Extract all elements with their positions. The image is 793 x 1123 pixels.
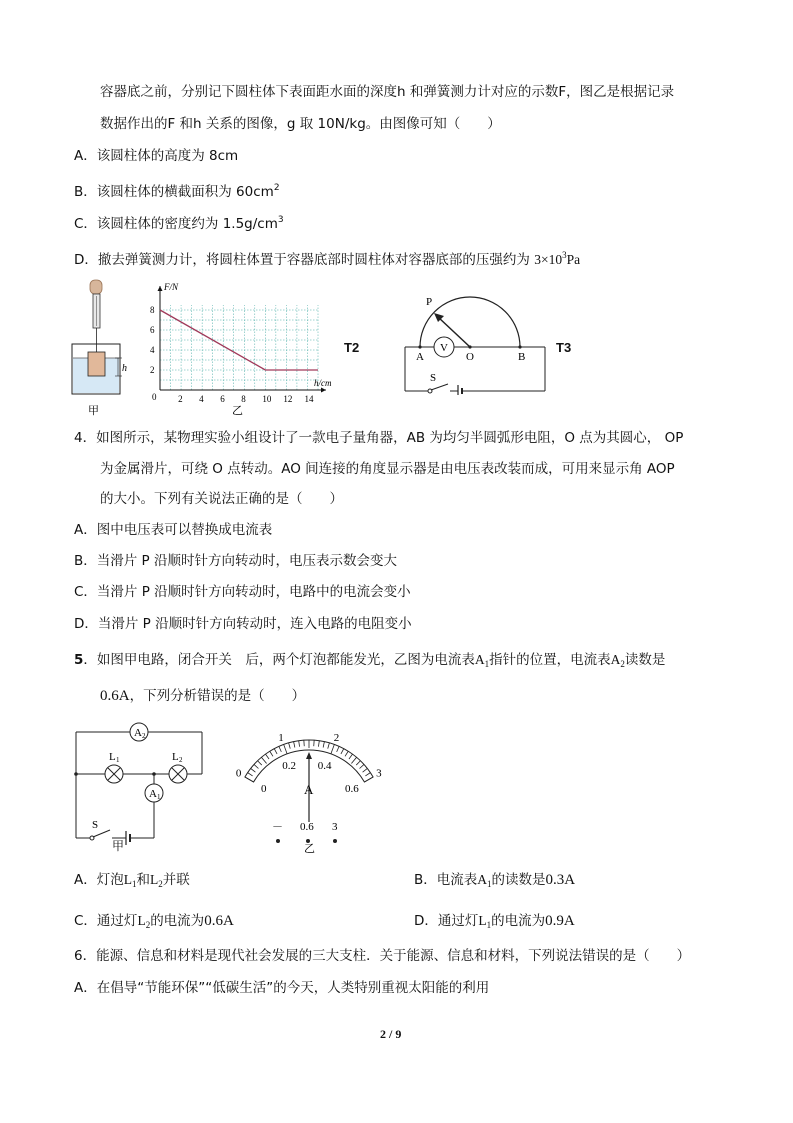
x-tick-label: 6: [220, 394, 225, 404]
ammeter-dial: [226, 718, 392, 853]
point-b: B: [518, 351, 526, 363]
ammeter-bottom-label: 0.2: [282, 760, 296, 773]
q6-option-a: A．在倡导“节能环保”“低碳生活”的今天，人类特别重视太阳能的利用: [74, 980, 490, 996]
y-tick-label: 6: [150, 325, 155, 335]
q3-line1: 容器底之前，分别记下圆柱体下表面距水面的深度h 和弹簧测力计对应的示数F，图乙是根据记录: [100, 84, 675, 100]
figure-parallel-circuit: [64, 718, 214, 853]
q4-line1: 4．如图所示，某物理实验小组设计了一款电子量角器，AB 为均匀半圆弧形电阻，O 点为其圆心， OP: [74, 430, 684, 446]
q4-line3: 的大小。下列有关说法正确的是（ ）: [100, 491, 343, 507]
y-axis-arrow: [158, 286, 163, 291]
x-tick-label: 8: [241, 394, 246, 404]
bulb-l1-label: L: [109, 751, 116, 763]
q3-option-d: D．撤去弹簧测力计，将圆柱体置于容器底部时圆柱体对容器底部的压强约为 $3\times 10^3Pa$: [74, 250, 581, 268]
ammeter-bottom-label: 0: [260, 783, 267, 795]
point-o: O: [466, 351, 474, 363]
q5-option-d: D．通过灯$L_1$的电流为0.9A: [414, 913, 575, 930]
hand-icon: [90, 280, 102, 294]
depth-h-label: h: [122, 363, 127, 374]
figure-yi-caption: 乙: [232, 405, 243, 417]
ammeter-a1-sub: 1: [157, 793, 161, 801]
figure-jia-caption-2: 甲: [112, 839, 125, 853]
y-axis-label: F/N: [164, 282, 179, 292]
q4-option-a: A．图中电压表可以替换成电流表: [74, 522, 273, 538]
q5-option-c: C．通过灯$L_2$的电流为0.6A: [74, 913, 234, 930]
point-p: P: [426, 296, 433, 308]
ammeter-terminal: [333, 839, 337, 843]
q5-line1: 5．如图甲电路，闭合开关 后，两个灯泡都能发光，乙图为电流表$A_1$指针的位置，电流表$A_2$读数是: [74, 652, 666, 669]
voltmeter-label: V: [440, 342, 448, 354]
origin-label: 0: [152, 392, 157, 402]
ammeter-top-label: 3: [376, 767, 382, 780]
ammeter-a1-label: A: [149, 788, 157, 800]
x-tick-label: 12: [283, 394, 293, 404]
ammeter-a2-label: A: [134, 727, 142, 739]
q3-option-a: A．该圆柱体的高度为 8cm: [74, 148, 239, 164]
page-number: 2 / 9: [380, 1027, 402, 1041]
x-axis-label: h/cm: [314, 378, 332, 388]
q6-line1: 6．能源、信息和材料是现代社会发展的三大支柱．关于能源、信息和材料，下列说法错误的是（ ）: [74, 948, 691, 964]
ammeter-terminal-label: 0.6: [300, 821, 314, 833]
cylinder-icon: [88, 352, 105, 376]
x-tick-label: 2: [178, 394, 183, 404]
ammeter-top-label: 0: [235, 767, 242, 780]
switch-label: S: [430, 372, 437, 384]
q5-option-a: A．灯泡$L_1$和$L_2$并联: [74, 872, 190, 889]
ammeter-top-label: 1: [278, 731, 284, 744]
ammeter-terminal-label: 3: [332, 821, 338, 833]
ammeter-bottom-label: 0.6: [345, 783, 359, 795]
switch-s-2-label: S: [92, 819, 99, 831]
y-tick-label: 2: [150, 365, 155, 375]
switch-s[interactable]: [431, 384, 448, 390]
figure-beaker-spring-scale: [60, 278, 140, 418]
ammeter-a2-sub: 2: [142, 732, 146, 740]
tag-t3: T3: [556, 340, 572, 355]
switch-s-2[interactable]: [93, 830, 110, 837]
x-tick-label: 10: [262, 394, 272, 404]
ammeter-top-label: 2: [333, 731, 340, 744]
point-a: A: [416, 351, 424, 363]
semicircle-resistor: [420, 297, 520, 347]
q5-option-b: B．电流表$A_1$的读数是0.3A: [414, 872, 576, 889]
bulb-l1-sub: 1: [116, 756, 120, 764]
x-tick-label: 14: [304, 394, 314, 404]
q3-option-c: C．该圆柱体的密度约为 $1.5g/cm^3$: [74, 215, 284, 232]
q5-line2: 0.6A，下列分析错误的是（ ）: [100, 688, 306, 704]
y-tick-label: 4: [150, 345, 155, 355]
ammeter-unit-label: A: [304, 782, 314, 797]
q4-option-b: B．当滑片 P 沿顺时针方向转动时，电压表示数会变大: [74, 553, 397, 569]
q4-line2: 为金属滑片，可绕 O 点转动。AO 间连接的角度显示器是由电压表改装而成，可用来显示角 AOP: [100, 461, 675, 477]
figure-jia-caption: 甲: [88, 405, 99, 417]
figure-protractor-circuit: [400, 285, 550, 395]
y-tick-label: 8: [150, 305, 155, 315]
q4-option-d: D．当滑片 P 沿顺时针方向转动时，连入电路的电阻变小: [74, 616, 412, 632]
ammeter-bottom-label: 0.4: [317, 760, 332, 773]
bulb-l2-label: L: [172, 751, 179, 763]
ammeter-terminal: [276, 839, 280, 843]
q3-line2: 数据作出的F 和h 关系的图像，g 取 10N/kg。由图像可知（ ）: [100, 116, 501, 132]
q3-option-b: B．该圆柱体的横截面积为 $60cm^2$: [74, 183, 280, 200]
bulb-l2-sub: 2: [179, 756, 183, 764]
figure-yi-caption-2: 乙: [304, 843, 315, 853]
x-axis-arrow: [321, 388, 326, 393]
x-tick-label: 4: [199, 394, 204, 404]
ammeter-needle-tip: [306, 752, 312, 759]
tag-t2: T2: [344, 340, 360, 355]
force-depth-chart: [140, 278, 340, 418]
ammeter-terminal-label: －: [272, 821, 283, 833]
q4-option-c: C．当滑片 P 沿顺时针方向转动时，电路中的电流会变小: [74, 584, 411, 600]
